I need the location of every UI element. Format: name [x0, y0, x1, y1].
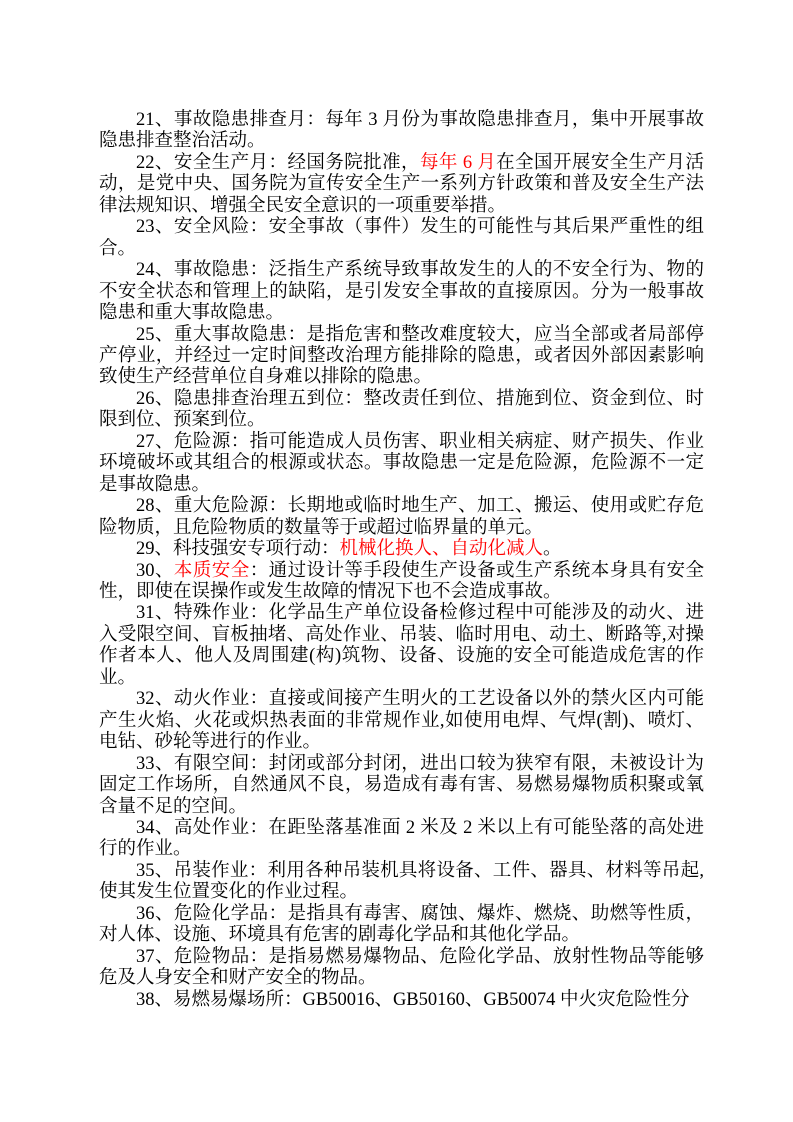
term-31-special-operations — [99, 603, 704, 689]
text-run: 35、吊装作业：利用各种吊装机具将设备、工件、器具、材料等吊起,使其发生位置变化的作业过程。 — [99, 860, 704, 903]
term-36-hazardous-chemicals — [99, 904, 704, 947]
term-27-hazard-source — [99, 432, 704, 496]
term-33-confined-space — [99, 754, 704, 818]
term-25-major-accident-hazard — [99, 325, 704, 389]
text-run: 34、高处作业：在距坠落基准面 2 米及 2 米以上有可能坠落的高处进行的作业。 — [99, 817, 704, 860]
text-run: 22、安全生产月：经国务院批准， — [136, 152, 420, 173]
text-run: 21、事故隐患排查月：每年 3 月份为事故隐患排查月，集中开展事故隐患排查整治活动。 — [99, 110, 704, 152]
text-run: 33、有限空间：封闭或部分封闭，进出口较为狭窄有限，未被设计为固定工作场所，自然通风不良，易造成有毒有害、易燃易爆物质积聚或氧含量不足的空间。 — [99, 753, 704, 817]
text-run: 37、危险物品：是指易燃易爆物品、危险化学品、放射性物品等能够危及人身安全和财产安全的物品。 — [99, 946, 704, 989]
text-run: 32、动火作业：直接或间接产生明火的工艺设备以外的禁火区内可能产生火焰、火花或炽热表面的非常规作业,如使用电焊、气焊(割)、喷灯、电钻、砂轮等进行的作业。 — [99, 689, 704, 753]
text-run: 26、隐患排查治理五到位：整改责任到位、措施到位、资金到位、时限到位、预案到位。 — [99, 388, 704, 431]
text-run: 31、特殊作业：化学品生产单位设备检修过程中可能涉及的动火、进入受限空间、盲板抽堵、高处作业、吊装、临时用电、动土、断路等,对操作者本人、他人及周围建(构)筑物、设备、设施的安全可能造成危害的作业。 — [99, 603, 704, 688]
text-run: 。 — [543, 539, 562, 560]
term-23-safety-risk — [99, 217, 704, 260]
text-run: 30、 — [136, 560, 174, 581]
term-29-tech-strengthen-safety-action — [99, 539, 704, 560]
text-run: 38、易燃易爆场所：GB50016、GB50160、GB50074 中火灾危险性分 — [136, 989, 690, 1010]
document-body — [99, 110, 704, 1011]
highlighted-text-run: 本质安全 — [173, 560, 250, 581]
text-run: 23、安全风险：安全事故（事件）发生的可能性与其后果严重性的组合。 — [99, 217, 704, 259]
text-run: 24、事故隐患：泛指生产系统导致事故发生的人的不安全行为、物的不安全状态和管理上的缺陷，是引发安全事故的直接原因。分为一般事故隐患和重大事故隐患。 — [99, 260, 704, 324]
text-run: 27、危险源：指可能造成人员伤害、职业相关病症、财产损失、作业环境破坏或其组合的根源或状态。事故隐患一定是危险源，危险源不一定是事故隐患。 — [99, 431, 704, 495]
text-run: ：通过设计等手段使生产设备或生产系统本身具有安全性，即使在误操作或发生故障的情况下也不会造成事故。 — [99, 560, 704, 602]
term-22-work-safety-month — [99, 153, 704, 217]
term-37-dangerous-articles — [99, 947, 704, 990]
term-26-five-in-place — [99, 389, 704, 432]
text-run: 在全国开展安全生产月活动，是党中央、国务院为宣传安全生产一系列方针政策和普及安全生产法律法规知识、增强全民安全意识的一项重要举措。 — [99, 152, 704, 216]
term-28-major-hazard-source — [99, 496, 704, 539]
text-run: 29、科技强安专项行动： — [136, 539, 340, 560]
term-24-accident-hazard — [99, 260, 704, 324]
term-34-work-at-height — [99, 818, 704, 861]
term-38-flammable-explosive-places — [99, 990, 704, 1011]
term-30-intrinsic-safety — [99, 561, 704, 604]
term-21-accident-hazard-inspection-month — [99, 110, 704, 153]
highlighted-text-run: 每年 6 月 — [419, 152, 497, 173]
text-run: 28、重大危险源：长期地或临时地生产、加工、搬运、使用或贮存危险物质，且危险物质的数量等于或超过临界量的单元。 — [99, 496, 704, 538]
term-35-lifting-operation — [99, 861, 704, 904]
highlighted-text-run: 机械化换人、自动化减人 — [339, 539, 544, 560]
text-run: 36、危险化学品：是指具有毒害、腐蚀、爆炸、燃烧、助燃等性质，对人体、设施、环境具有危害的剧毒化学品和其他化学品。 — [99, 903, 704, 946]
term-32-hot-work — [99, 689, 704, 753]
text-run: 25、重大事故隐患：是指危害和整改难度较大，应当全部或者局部停产停业，并经过一定时间整改治理方能排除的隐患，或者因外部因素影响致使生产经营单位自身难以排除的隐患。 — [99, 324, 704, 388]
